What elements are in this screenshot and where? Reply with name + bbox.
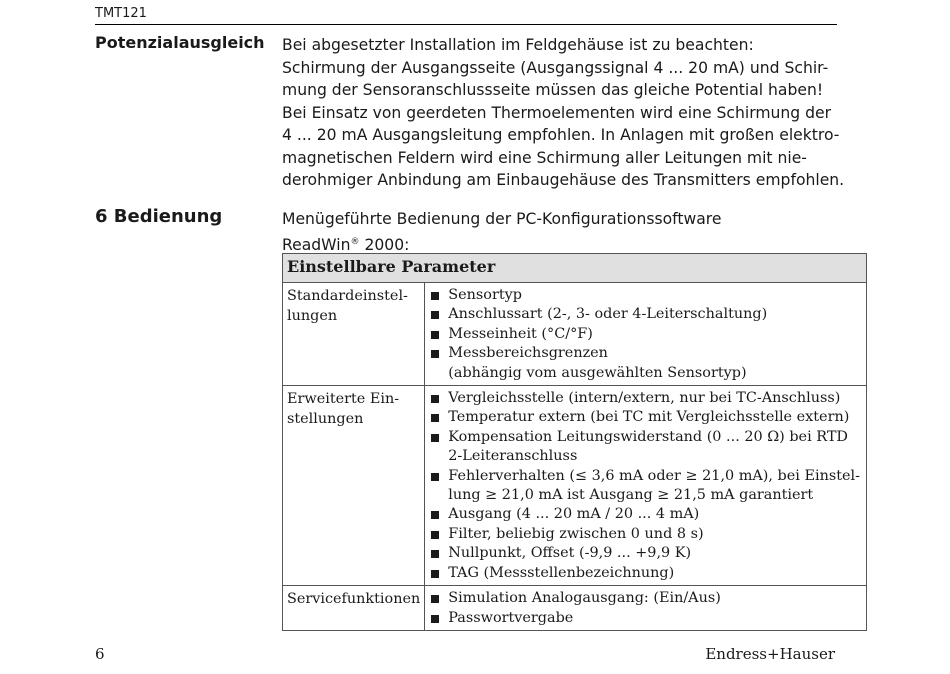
software-name: ReadWin bbox=[282, 235, 351, 254]
list-item: Sensortyp bbox=[431, 286, 860, 305]
list-item: Simulation Analogausgang: (Ein/Aus) bbox=[431, 589, 860, 608]
body-line: Bei Einsatz von geerdeten Thermoelementen wird eine Schirmung der bbox=[282, 103, 832, 122]
bullet-icon bbox=[431, 595, 439, 603]
row-items bbox=[425, 386, 867, 586]
bullet-icon bbox=[431, 434, 439, 442]
bullet-icon bbox=[431, 292, 439, 300]
parameters-table bbox=[282, 253, 867, 631]
table-row bbox=[283, 586, 867, 631]
section-heading-potenzialausgleich: Potenzialausgleich bbox=[95, 33, 265, 52]
list-item: Ausgang (4 ... 20 mA / 20 ... 4 mA) bbox=[431, 505, 860, 524]
table-header: Einstellbare Parameter bbox=[283, 254, 867, 283]
bullet-icon bbox=[431, 473, 439, 481]
registered-mark: ® bbox=[350, 236, 360, 247]
list-item: Nullpunkt, Offset (-9,9 ... +9,9 K) bbox=[431, 544, 860, 563]
section-body-bedienung bbox=[282, 208, 842, 256]
page-number: 6 bbox=[95, 645, 105, 663]
software-version: 2000: bbox=[359, 235, 410, 254]
bullet-icon bbox=[431, 570, 439, 578]
bullet-icon bbox=[431, 531, 439, 539]
bullet-icon bbox=[431, 331, 439, 339]
section-body-potenzialausgleich bbox=[282, 34, 845, 192]
bullet-icon bbox=[431, 311, 439, 319]
bullet-icon bbox=[431, 615, 439, 623]
list-item: TAG (Messstellenbezeichnung) bbox=[431, 564, 860, 583]
header-title: TMT121 bbox=[95, 6, 147, 21]
table-row bbox=[283, 283, 867, 386]
bullet-icon bbox=[431, 350, 439, 358]
header-rule bbox=[95, 24, 837, 25]
bullet-icon bbox=[431, 395, 439, 403]
body-line: Menügeführte Bedienung der PC-Konfigurationssoftware bbox=[282, 210, 722, 228]
body-line: magnetischen Feldern wird eine Schirmung aller Leitungen mit nie- bbox=[282, 148, 807, 167]
section-heading-bedienung: 6 Bedienung bbox=[95, 206, 223, 227]
list-item: Messeinheit (°C/°F) bbox=[431, 325, 860, 344]
table-row bbox=[283, 386, 867, 586]
list-item: Vergleichsstelle (intern/extern, nur bei TC-Anschluss) bbox=[431, 389, 860, 408]
row-label: Standardeinstel- lungen bbox=[283, 283, 425, 386]
row-items bbox=[425, 586, 867, 631]
body-line: derohmiger Anbindung am Einbaugehäuse des Transmitters empfohlen. bbox=[282, 171, 845, 189]
list-item: Messbereichsgrenzen (abhängig vom ausgewählten Sensortyp) bbox=[431, 344, 860, 383]
row-label: Servicefunktionen bbox=[283, 586, 425, 631]
body-line: 4 ... 20 mA Ausgangsleitung empfohlen. In Anlagen mit großen elektro- bbox=[282, 126, 840, 144]
footer-brand: Endress+Hauser bbox=[705, 645, 835, 663]
list-item: Filter, beliebig zwischen 0 und 8 s) bbox=[431, 525, 860, 544]
bullet-icon bbox=[431, 550, 439, 558]
body-line: Schirmung der Ausgangsseite (Ausgangssignal 4 ... 20 mA) und Schir- bbox=[282, 58, 829, 77]
list-item: Kompensation Leitungswiderstand (0 ... 20 Ω) bei RTD 2-Leiteranschluss bbox=[431, 428, 860, 467]
row-items bbox=[425, 283, 867, 386]
body-line: mung der Sensoranschlussseite müssen das gleiche Potential haben! bbox=[282, 81, 824, 99]
bullet-icon bbox=[431, 414, 439, 422]
body-line: Bei abgesetzter Installation im Feldgehäuse ist zu beachten: bbox=[282, 36, 754, 54]
list-item: Temperatur extern (bei TC mit Vergleichsstelle extern) bbox=[431, 408, 860, 427]
list-item: Fehlerverhalten (≤ 3,6 mA oder ≥ 21,0 mA), bei Einstel- lung ≥ 21,0 mA ist Ausgang ≥ 21,5 mA garantiert bbox=[431, 467, 860, 506]
list-item: Anschlussart (2-, 3- oder 4-Leiterschaltung) bbox=[431, 305, 860, 324]
bullet-icon bbox=[431, 511, 439, 519]
row-label: Erweiterte Ein- stellungen bbox=[283, 386, 425, 586]
list-item: Passwortvergabe bbox=[431, 609, 860, 628]
